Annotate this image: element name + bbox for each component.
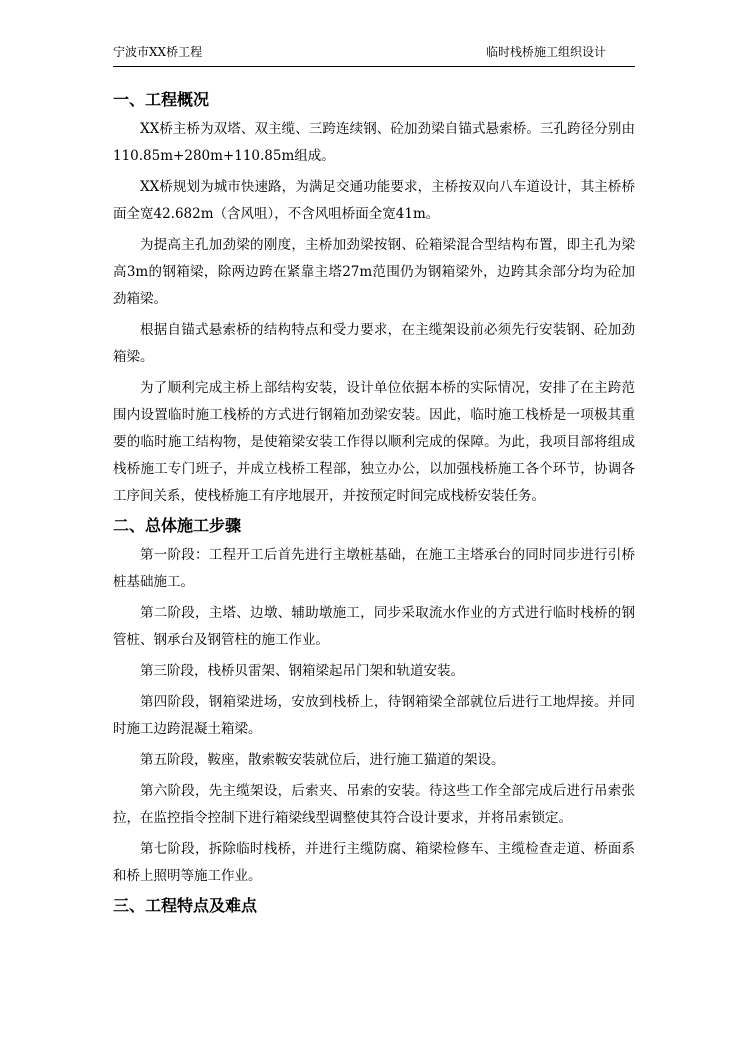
section-heading: 一、工程概况: [113, 90, 210, 109]
section-heading: 二、总体施工步骤: [113, 516, 242, 535]
section-features-difficulties: [113, 894, 635, 922]
paragraph: 为提高主孔加劲梁的刚度，主桥加劲梁按钢、砼箱梁混合型结构布置，即主孔为梁高3m的钢箱梁，除两边跨在紧靠主塔27m范围仍为钢箱梁外，边跨其余部分均为砼加劲箱梁。: [113, 237, 635, 307]
paragraph: 第五阶段，鞍座，散索鞍安装就位后，进行施工猫道的架设。: [140, 752, 505, 768]
paragraph: 第四阶段，钢箱梁进场，安放到栈桥上，待钢箱梁全部就位后进行工地焊接。并同时施工边跨混凝土箱梁。: [113, 694, 635, 737]
section-construction-steps: [113, 514, 635, 890]
paragraph: 第一阶段：工程开工后首先进行主墩桩基础，在施工主塔承台的同时同步进行引桥桩基础施工。: [113, 547, 635, 590]
header-document-title: 临时栈桥施工组织设计: [486, 45, 607, 59]
paragraph: 第三阶段，栈桥贝雷架、钢箱梁起吊门架和轨道安装。: [140, 663, 464, 679]
paragraph: XX桥主桥为双塔、双主缆、三跨连续钢、砼加劲梁自锚式悬索桥。三孔跨径分别由110.85m+280m+110.85m组成。: [113, 121, 635, 164]
paragraph: 为了顺利完成主桥上部结构安装，设计单位依据本桥的实际情况，安排了在主跨范围内设置临时施工栈桥的方式进行钢箱加劲梁安装。因此，临时施工栈桥是一项极其重要的临时施工结构物，是使箱梁安装工作得以顺利完成的保障。为此，我项目部将组成栈桥施工专门班子，并成立栈桥工程部，独立办公，以加强栈桥施工各个环节，协调各工序间关系，使栈桥施工有序地展开，并按预定时间完成栈桥安装任务。: [113, 380, 635, 504]
section-project-overview: [113, 88, 635, 510]
paragraph: 第二阶段，主塔、边墩、辅助墩施工，同步采取流水作业的方式进行临时栈桥的钢管桩、钢承台及钢管柱的施工作业。: [113, 605, 635, 648]
page-header: [113, 44, 635, 64]
paragraph: XX桥规划为城市快速路，为满足交通功能要求，主桥按双向八车道设计，其主桥桥面全宽42.682m（含风咀），不含风咀桥面全宽41m。: [113, 179, 635, 222]
section-heading: 三、工程特点及难点: [113, 896, 258, 915]
header-divider: [113, 66, 635, 67]
document-body: [113, 88, 635, 922]
paragraph: 根据自锚式悬索桥的结构特点和受力要求，在主缆架设前必须先行安装钢、砼加劲箱梁。: [113, 322, 635, 365]
paragraph: 第七阶段，拆除临时栈桥，并进行主缆防腐、箱梁检修车、主缆检查走道、桥面系和桥上照明等施工作业。: [113, 841, 635, 884]
header-project-name: 宁波市XX桥工程: [113, 45, 203, 59]
paragraph: 第六阶段，先主缆架设，后索夹、吊索的安装。待这些工作全部完成后进行吊索张拉，在监控指令控制下进行箱梁线型调整使其符合设计要求，并将吊索锁定。: [113, 783, 635, 826]
